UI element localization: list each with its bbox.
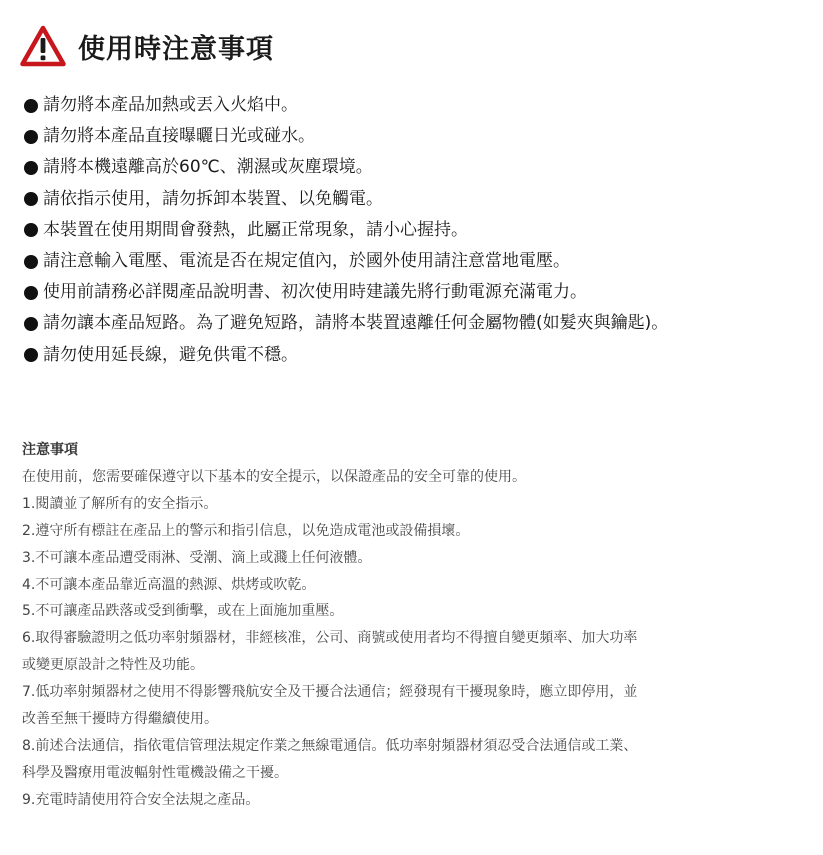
warning-item (24, 246, 668, 277)
notes-section (22, 437, 802, 814)
header (20, 24, 274, 68)
notes-line: 在使用前，您需要確保遵守以下基本的安全提示，以保證產品的安全可靠的使用。 (22, 469, 526, 485)
bullet-dot-icon (24, 99, 38, 113)
warning-item (24, 152, 668, 183)
notes-line: 4.不可讓本產品靠近高溫的熱源、烘烤或吹乾。 (22, 576, 316, 593)
warning-item (24, 340, 668, 371)
notes-line: 8.前述合法通信，指依電信管理法規定作業之無線電通信。低功率射頻器材須忍受合法通信或工業、 (22, 737, 638, 754)
bullet-dot-icon (24, 255, 38, 269)
bullet-dot-icon (24, 192, 38, 206)
warning-item-text: 請勿使用延長線，避免供電不穩。 (43, 344, 298, 365)
notes-line: 9.充電時請使用符合安全法規之產品。 (22, 791, 260, 808)
bullet-dot-icon (24, 223, 38, 237)
warning-item-text: 本裝置在使用期間會發熱，此屬正常現象，請小心握持。 (43, 219, 468, 240)
page-title: 使用時注意事項 (78, 33, 274, 65)
notes-line: 科學及醫療用電波輻射性電機設備之干擾。 (22, 764, 288, 781)
notes-line: 7.低功率射頻器材之使用不得影響飛航安全及干擾合法通信；經發現有干擾現象時，應立即停用，並 (22, 684, 638, 701)
warning-triangle-icon (20, 25, 66, 67)
warning-item (24, 215, 668, 246)
warning-item-text: 請勿將本產品加熱或丟入火焰中。 (43, 95, 298, 115)
warning-item-text: 使用前請務必詳閱產品說明書、初次使用時建議先將行動電源充滿電力。 (43, 282, 587, 303)
warning-list (24, 90, 668, 371)
notes-line: 5.不可讓產品跌落或受到衝擊，或在上面施加重壓。 (22, 603, 344, 620)
warning-item (24, 308, 668, 339)
warning-item (24, 90, 668, 121)
notes-title: 注意事項 (22, 442, 78, 458)
warning-item (24, 121, 668, 152)
bullet-dot-icon (24, 317, 38, 331)
warning-item-text: 請勿讓本產品短路。為了避免短路，請將本裝置遠離任何金屬物體(如髮夾與鑰匙)。 (43, 313, 669, 334)
warning-item-text: 請依指示使用，請勿拆卸本裝置、以免觸電。 (43, 188, 383, 209)
warning-item-text: 請將本機遠離高於60℃、潮濕或灰塵環境。 (43, 157, 373, 178)
notes-line: 2.遵守所有標註在產品上的警示和指引信息，以免造成電池或設備損壞。 (22, 522, 470, 539)
warning-item (24, 184, 668, 215)
notes-line: 改善至無干擾時方得繼續使用。 (22, 711, 218, 728)
notes-line: 6.取得審驗證明之低功率射頻器材，非經核准，公司、商號或使用者均不得擅自變更頻率、加大功率 (22, 630, 638, 647)
notes-line: 3.不可讓本產品遭受雨淋、受潮、滴上或濺上任何液體。 (22, 549, 372, 566)
warning-item-text: 請注意輸入電壓、電流是否在規定值內，於國外使用請注意當地電壓。 (43, 250, 570, 271)
warning-item-text: 請勿將本產品直接曝曬日光或碰水。 (43, 126, 315, 147)
notes-line: 或變更原設計之特性及功能。 (22, 657, 204, 674)
bullet-dot-icon (24, 348, 38, 362)
bullet-dot-icon (24, 286, 38, 300)
notes-line: 1.閱讀並了解所有的安全指示。 (22, 495, 218, 512)
warning-item (24, 277, 668, 308)
bullet-dot-icon (24, 130, 38, 144)
bullet-dot-icon (24, 161, 38, 175)
